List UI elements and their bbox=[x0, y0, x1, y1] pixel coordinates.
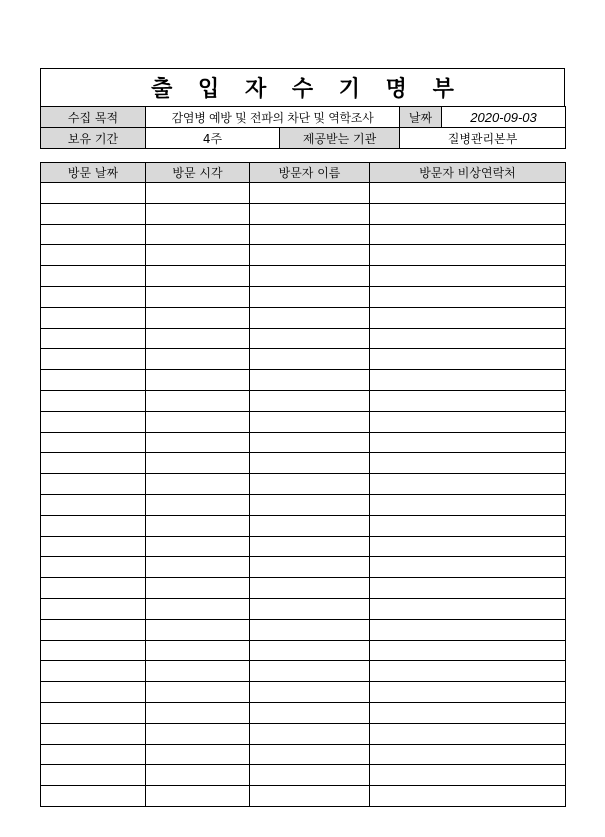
table-row bbox=[41, 245, 566, 266]
cell-visitor-name[interactable] bbox=[250, 744, 370, 765]
cell-visitor-contact[interactable] bbox=[370, 619, 566, 640]
cell-visitor-contact[interactable] bbox=[370, 578, 566, 599]
cell-visit-date[interactable] bbox=[41, 286, 146, 307]
log-header-row bbox=[41, 163, 566, 183]
cell-visit-time[interactable] bbox=[146, 598, 250, 619]
cell-visit-date[interactable] bbox=[41, 183, 146, 204]
cell-visit-date[interactable] bbox=[41, 786, 146, 807]
cell-visitor-contact[interactable] bbox=[370, 370, 566, 391]
cell-visit-date[interactable] bbox=[41, 578, 146, 599]
cell-visitor-contact[interactable] bbox=[370, 453, 566, 474]
cell-visitor-contact[interactable] bbox=[370, 786, 566, 807]
cell-visit-date[interactable] bbox=[41, 390, 146, 411]
cell-visitor-name[interactable] bbox=[250, 494, 370, 515]
purpose-label: 수집 목적 bbox=[41, 107, 146, 128]
cell-visit-date[interactable] bbox=[41, 765, 146, 786]
retention-value: 4주 bbox=[146, 128, 280, 149]
cell-visit-time[interactable] bbox=[146, 682, 250, 703]
table-row bbox=[41, 474, 566, 495]
cell-visit-time[interactable] bbox=[146, 245, 250, 266]
cell-visit-date[interactable] bbox=[41, 349, 146, 370]
cell-visitor-name[interactable] bbox=[250, 349, 370, 370]
cell-visit-time[interactable] bbox=[146, 183, 250, 204]
cell-visit-time[interactable] bbox=[146, 474, 250, 495]
cell-visit-time[interactable] bbox=[146, 619, 250, 640]
table-row bbox=[41, 411, 566, 432]
cell-visit-time[interactable] bbox=[146, 286, 250, 307]
cell-visitor-name[interactable] bbox=[250, 328, 370, 349]
table-row bbox=[41, 370, 566, 391]
cell-visit-time[interactable] bbox=[146, 744, 250, 765]
info-row-purpose bbox=[41, 107, 566, 128]
cell-visitor-contact[interactable] bbox=[370, 266, 566, 287]
cell-visit-date[interactable] bbox=[41, 682, 146, 703]
cell-visitor-name[interactable] bbox=[250, 245, 370, 266]
table-row bbox=[41, 702, 566, 723]
header-visitor-contact: 방문자 비상연락처 bbox=[370, 163, 566, 183]
log-body bbox=[41, 183, 566, 807]
purpose-value: 감염병 예방 및 전파의 차단 및 역학조사 bbox=[146, 107, 400, 128]
cell-visitor-name[interactable] bbox=[250, 661, 370, 682]
cell-visit-time[interactable] bbox=[146, 515, 250, 536]
cell-visitor-name[interactable] bbox=[250, 307, 370, 328]
cell-visitor-contact[interactable] bbox=[370, 390, 566, 411]
table-row bbox=[41, 557, 566, 578]
cell-visitor-name[interactable] bbox=[250, 183, 370, 204]
cell-visitor-contact[interactable] bbox=[370, 474, 566, 495]
cell-visit-time[interactable] bbox=[146, 453, 250, 474]
table-row bbox=[41, 723, 566, 744]
cell-visitor-name[interactable] bbox=[250, 370, 370, 391]
cell-visit-date[interactable] bbox=[41, 640, 146, 661]
cell-visit-date[interactable] bbox=[41, 411, 146, 432]
table-row bbox=[41, 578, 566, 599]
table-row bbox=[41, 183, 566, 204]
cell-visit-time[interactable] bbox=[146, 702, 250, 723]
cell-visit-time[interactable] bbox=[146, 765, 250, 786]
header-visitor-name: 방문자 이름 bbox=[250, 163, 370, 183]
cell-visit-time[interactable] bbox=[146, 578, 250, 599]
cell-visit-date[interactable] bbox=[41, 661, 146, 682]
cell-visit-date[interactable] bbox=[41, 266, 146, 287]
title-box bbox=[40, 68, 565, 107]
table-row bbox=[41, 744, 566, 765]
cell-visit-date[interactable] bbox=[41, 432, 146, 453]
table-row bbox=[41, 515, 566, 536]
table-row bbox=[41, 640, 566, 661]
visitor-log-table bbox=[40, 162, 566, 807]
cell-visitor-contact[interactable] bbox=[370, 328, 566, 349]
table-row bbox=[41, 619, 566, 640]
cell-visit-time[interactable] bbox=[146, 370, 250, 391]
table-row bbox=[41, 286, 566, 307]
cell-visit-time[interactable] bbox=[146, 557, 250, 578]
cell-visitor-name[interactable] bbox=[250, 619, 370, 640]
cell-visit-time[interactable] bbox=[146, 266, 250, 287]
cell-visitor-name[interactable] bbox=[250, 474, 370, 495]
cell-visitor-name[interactable] bbox=[250, 224, 370, 245]
table-row bbox=[41, 224, 566, 245]
cell-visit-date[interactable] bbox=[41, 203, 146, 224]
cell-visit-date[interactable] bbox=[41, 702, 146, 723]
cell-visitor-contact[interactable] bbox=[370, 744, 566, 765]
cell-visitor-name[interactable] bbox=[250, 598, 370, 619]
cell-visit-date[interactable] bbox=[41, 224, 146, 245]
cell-visit-date[interactable] bbox=[41, 515, 146, 536]
cell-visitor-name[interactable] bbox=[250, 702, 370, 723]
cell-visitor-contact[interactable] bbox=[370, 286, 566, 307]
table-row bbox=[41, 203, 566, 224]
cell-visitor-name[interactable] bbox=[250, 390, 370, 411]
header-visit-time: 방문 시각 bbox=[146, 163, 250, 183]
table-row bbox=[41, 390, 566, 411]
cell-visit-time[interactable] bbox=[146, 536, 250, 557]
recipient-label: 제공받는 기관 bbox=[280, 128, 400, 149]
info-row-retention bbox=[41, 128, 566, 149]
cell-visit-date[interactable] bbox=[41, 307, 146, 328]
cell-visit-date[interactable] bbox=[41, 494, 146, 515]
cell-visitor-contact[interactable] bbox=[370, 432, 566, 453]
cell-visitor-contact[interactable] bbox=[370, 661, 566, 682]
table-row bbox=[41, 661, 566, 682]
cell-visit-date[interactable] bbox=[41, 723, 146, 744]
cell-visit-date[interactable] bbox=[41, 474, 146, 495]
table-row bbox=[41, 328, 566, 349]
table-row bbox=[41, 682, 566, 703]
cell-visitor-name[interactable] bbox=[250, 786, 370, 807]
cell-visit-date[interactable] bbox=[41, 598, 146, 619]
header-visit-date: 방문 날짜 bbox=[41, 163, 146, 183]
cell-visitor-contact[interactable] bbox=[370, 536, 566, 557]
cell-visitor-contact[interactable] bbox=[370, 640, 566, 661]
recipient-value: 질병관리본부 bbox=[400, 128, 566, 149]
cell-visitor-contact[interactable] bbox=[370, 598, 566, 619]
cell-visitor-name[interactable] bbox=[250, 286, 370, 307]
table-row bbox=[41, 266, 566, 287]
table-row bbox=[41, 349, 566, 370]
cell-visitor-name[interactable] bbox=[250, 453, 370, 474]
table-row bbox=[41, 494, 566, 515]
cell-visit-time[interactable] bbox=[146, 307, 250, 328]
table-row bbox=[41, 786, 566, 807]
cell-visitor-contact[interactable] bbox=[370, 245, 566, 266]
cell-visit-date[interactable] bbox=[41, 557, 146, 578]
cell-visitor-name[interactable] bbox=[250, 411, 370, 432]
cell-visitor-contact[interactable] bbox=[370, 224, 566, 245]
info-table bbox=[40, 106, 566, 149]
cell-visit-date[interactable] bbox=[41, 744, 146, 765]
cell-visitor-name[interactable] bbox=[250, 765, 370, 786]
cell-visitor-contact[interactable] bbox=[370, 203, 566, 224]
cell-visit-date[interactable] bbox=[41, 536, 146, 557]
cell-visit-date[interactable] bbox=[41, 370, 146, 391]
cell-visitor-contact[interactable] bbox=[370, 515, 566, 536]
cell-visitor-name[interactable] bbox=[250, 578, 370, 599]
retention-label: 보유 기간 bbox=[41, 128, 146, 149]
cell-visitor-contact[interactable] bbox=[370, 702, 566, 723]
cell-visitor-contact[interactable] bbox=[370, 494, 566, 515]
table-row bbox=[41, 536, 566, 557]
cell-visit-date[interactable] bbox=[41, 453, 146, 474]
table-row bbox=[41, 432, 566, 453]
cell-visit-date[interactable] bbox=[41, 619, 146, 640]
cell-visitor-contact[interactable] bbox=[370, 765, 566, 786]
cell-visit-time[interactable] bbox=[146, 390, 250, 411]
cell-visit-date[interactable] bbox=[41, 328, 146, 349]
cell-visitor-name[interactable] bbox=[250, 536, 370, 557]
cell-visitor-name[interactable] bbox=[250, 432, 370, 453]
cell-visit-time[interactable] bbox=[146, 432, 250, 453]
table-row bbox=[41, 598, 566, 619]
cell-visitor-name[interactable] bbox=[250, 640, 370, 661]
cell-visit-time[interactable] bbox=[146, 723, 250, 744]
cell-visit-time[interactable] bbox=[146, 411, 250, 432]
cell-visitor-contact[interactable] bbox=[370, 682, 566, 703]
cell-visit-time[interactable] bbox=[146, 640, 250, 661]
cell-visit-time[interactable] bbox=[146, 786, 250, 807]
cell-visitor-name[interactable] bbox=[250, 515, 370, 536]
cell-visitor-contact[interactable] bbox=[370, 723, 566, 744]
page-title: 출 입 자 수 기 명 부 bbox=[151, 77, 463, 102]
date-value: 2020-09-03 bbox=[442, 107, 566, 128]
cell-visit-time[interactable] bbox=[146, 349, 250, 370]
table-row bbox=[41, 765, 566, 786]
table-row bbox=[41, 307, 566, 328]
cell-visit-time[interactable] bbox=[146, 494, 250, 515]
cell-visit-date[interactable] bbox=[41, 245, 146, 266]
date-label: 날짜 bbox=[400, 107, 442, 128]
table-row bbox=[41, 453, 566, 474]
cell-visitor-contact[interactable] bbox=[370, 411, 566, 432]
cell-visitor-contact[interactable] bbox=[370, 349, 566, 370]
cell-visit-time[interactable] bbox=[146, 203, 250, 224]
cell-visitor-name[interactable] bbox=[250, 203, 370, 224]
cell-visitor-name[interactable] bbox=[250, 557, 370, 578]
cell-visitor-name[interactable] bbox=[250, 723, 370, 744]
cell-visitor-name[interactable] bbox=[250, 682, 370, 703]
cell-visitor-contact[interactable] bbox=[370, 183, 566, 204]
cell-visit-time[interactable] bbox=[146, 328, 250, 349]
cell-visit-time[interactable] bbox=[146, 661, 250, 682]
cell-visitor-name[interactable] bbox=[250, 266, 370, 287]
cell-visitor-contact[interactable] bbox=[370, 557, 566, 578]
cell-visitor-contact[interactable] bbox=[370, 307, 566, 328]
cell-visit-time[interactable] bbox=[146, 224, 250, 245]
